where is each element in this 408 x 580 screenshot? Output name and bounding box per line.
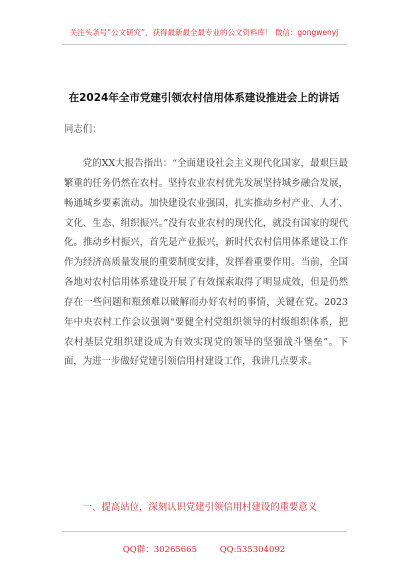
section-heading: 一、提高站位，深刻认识党建引领信用村建设的重要意义 bbox=[82, 502, 318, 513]
header-divider bbox=[62, 44, 347, 45]
footer-contacts bbox=[0, 543, 408, 555]
qq-group-text: QQ群：30265665 bbox=[122, 545, 197, 555]
body-paragraph: 党的XX大报告指出：“全面建设社会主义现代化国家，最艰巨最繁重的任务仍然在农村。坚持农业农村优先发展坚持城乡融合发展，畅通城乡要素流动。加快建设农业强国，扎实推动乡村产业、人才、文化、生态、组织振兴。”没有农业农村的现代化，就没有国家的现代化。推动乡村振兴，首先是产业振兴，新时代农村信用体系建设工作作为经济高质量发展的重要制度安排，发挥着重要作用。当前，全国各地对农村信用体系建设开展了有效探索取得了明显成效，但是仍然存在一些问题和瓶颈难以破解而办好农村的事情，关键在党。2023年中央农村工作会议强调“要健全村党组织领导的村级组织体系，把农村基层党组织建设成为有效实现党的领导的坚强战斗堡垒”。下面，为进一步做好党建引领信用村建设工作，我讲几点要求。 bbox=[64, 158, 348, 368]
salutation: 同志们： bbox=[64, 124, 102, 135]
document-title: 在2024年全市党建引领农村信用体系建设推进会上的讲话 bbox=[68, 92, 340, 104]
header-banner: 关注头条号“公文研究”，获得最新最全最专业的公文资料库！ 微信：gongwenyj bbox=[69, 28, 339, 37]
footer-divider bbox=[62, 531, 347, 532]
qq-text: QQ:535304092 bbox=[219, 545, 286, 555]
